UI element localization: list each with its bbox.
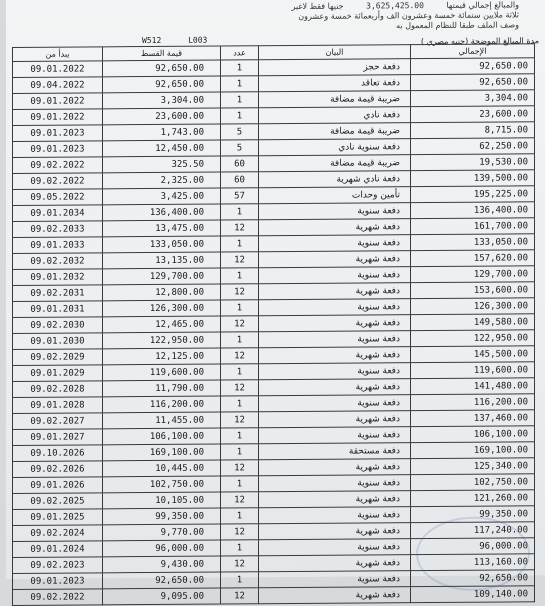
cell-date: 09.01.2030 (13, 333, 103, 350)
cell-count: 1 (221, 268, 259, 284)
cell-total: 117,240.00 (411, 522, 535, 539)
cell-desc: دفعة سنوية (259, 235, 411, 252)
total-label: والمبالغ إجمالي قيمتها (446, 0, 519, 10)
table-caption: مدة المبالغ الموضحة (جنيه مصري ) (420, 36, 539, 47)
cell-count: 1 (221, 444, 259, 460)
cell-count: 12 (221, 380, 259, 396)
cell-amount: 126,300.00 (103, 300, 221, 317)
cell-total: 119,600.00 (411, 362, 535, 379)
cell-amount: 102,750.00 (103, 476, 221, 493)
cell-count: 1 (221, 300, 259, 316)
cell-count: 12 (221, 524, 259, 540)
cell-date: 09.02.2022 (13, 589, 103, 606)
cell-count: 12 (221, 284, 259, 300)
cell-date: 09.01.2029 (13, 365, 103, 382)
cell-desc: دفعة سنوية (259, 395, 411, 412)
cell-date: 09.01.2022 (13, 93, 103, 110)
cell-amount: 119,600.00 (103, 364, 221, 381)
cell-date: 09.02.2025 (13, 493, 103, 510)
cell-amount: 92,650.00 (103, 572, 221, 589)
description-line: وصف الملف طبقا للنظام المعمول به (396, 20, 519, 31)
cell-total: 122,950.00 (411, 330, 535, 347)
cell-total: 62,250.00 (411, 138, 535, 155)
cell-desc: دفعة شهرية (259, 411, 411, 428)
cell-count: 1 (221, 476, 259, 492)
cell-total: 96,000.00 (411, 538, 535, 555)
cell-desc: دفعة سنوية نادي (259, 139, 411, 156)
total-suffix: جنيها فقط لاغير (291, 1, 344, 12)
cell-count: 12 (221, 556, 259, 572)
cell-total: 116,200.00 (411, 394, 535, 411)
cell-desc: دفعة سنوية (259, 539, 411, 556)
code-a: W512 (142, 35, 162, 46)
cell-count: 1 (221, 60, 259, 76)
cell-desc: ضريبة قيمة مضافة (259, 155, 411, 172)
cell-total: 145,500.00 (411, 346, 535, 363)
reference-codes (142, 35, 229, 45)
cell-desc: ضريبة قيمة مضافة (259, 123, 411, 140)
cell-count: 57 (221, 188, 259, 204)
cell-amount: 10,105.00 (103, 492, 221, 509)
cell-desc: دفعة شهرية (259, 491, 411, 508)
cell-desc: دفعة شهرية (259, 219, 411, 236)
cell-date: 09.10.2026 (13, 445, 103, 462)
cell-total: 157,620.00 (411, 250, 535, 267)
cell-date: 09.01.2027 (13, 429, 103, 446)
cell-total: 23,600.00 (411, 106, 535, 123)
cell-total: 161,700.00 (411, 218, 535, 235)
total-amount: 3,625,425.00 (366, 1, 424, 11)
cell-desc: دفعة نادي (259, 107, 411, 124)
cell-total: 102,750.00 (411, 474, 535, 491)
cell-date: 09.01.2026 (13, 477, 103, 494)
cell-amount: 9,095.00 (103, 588, 221, 605)
cell-desc: دفعة سنوية (259, 475, 411, 492)
col-header-total: الإجمالي (411, 44, 535, 59)
cell-count: 12 (221, 492, 259, 508)
cell-amount: 12,125.00 (103, 348, 221, 365)
cell-date: 09.02.2022 (13, 173, 103, 190)
cell-date: 09.02.2028 (13, 381, 103, 398)
cell-count: 12 (221, 220, 259, 236)
cell-total: 133,050.00 (411, 234, 535, 251)
cell-count: 1 (221, 108, 259, 124)
cell-count: 1 (221, 332, 259, 348)
cell-amount: 9,430.00 (103, 556, 221, 573)
col-header-amount: قيمة القسط (103, 46, 221, 61)
cell-count: 5 (221, 140, 259, 156)
cell-total: 92,650.00 (411, 74, 535, 91)
cell-amount: 13,135.00 (103, 252, 221, 269)
cell-amount: 12,450.00 (103, 140, 221, 157)
cell-amount: 92,650.00 (103, 60, 221, 77)
cell-total: 195,225.00 (411, 186, 535, 203)
cell-amount: 116,200.00 (103, 396, 221, 413)
cell-total: 109,140.00 (411, 586, 535, 603)
cell-date: 09.01.2022 (13, 109, 103, 126)
cell-count: 1 (221, 76, 259, 92)
cell-amount: 129,700.00 (103, 268, 221, 285)
cell-desc: دفعة شهرية (259, 283, 411, 300)
cell-amount: 169,100.00 (103, 444, 221, 461)
cell-count: 1 (221, 572, 259, 588)
cell-desc: دفعة شهرية (259, 523, 411, 540)
cell-count: 1 (221, 204, 259, 220)
cell-date: 09.01.2022 (13, 61, 103, 78)
cell-total: 129,700.00 (411, 266, 535, 283)
cell-desc: دفعة مستحقة (259, 443, 411, 460)
cell-desc: دفعة سنوية (259, 571, 411, 588)
cell-total: 8,715.00 (411, 122, 535, 139)
cell-total: 92,650.00 (411, 58, 535, 75)
cell-amount: 13,475.00 (103, 220, 221, 237)
cell-amount: 325.50 (103, 156, 221, 173)
cell-date: 09.02.2024 (13, 525, 103, 542)
cell-amount: 12,465.00 (103, 316, 221, 333)
cell-amount: 122,950.00 (103, 332, 221, 349)
cell-count: 1 (221, 396, 259, 412)
cell-date: 09.01.2028 (13, 397, 103, 414)
cell-desc: دفعة شهرية (259, 251, 411, 268)
cell-date: 09.02.2027 (13, 413, 103, 430)
cell-count: 12 (221, 460, 259, 476)
cell-total: 141,480.00 (411, 378, 535, 395)
cell-date: 09.01.2033 (13, 237, 103, 254)
cell-count: 1 (221, 236, 259, 252)
cell-total: 92,650.00 (411, 570, 535, 587)
col-header-desc: البيان (259, 45, 411, 60)
cell-total: 149,580.00 (411, 314, 535, 331)
cell-date: 09.01.2023 (13, 125, 103, 142)
cell-total: 99,350.00 (411, 506, 535, 523)
cell-amount: 3,425.00 (103, 188, 221, 205)
cell-desc: دفعة سنوية (259, 427, 411, 444)
cell-amount: 92,650.00 (103, 76, 221, 93)
cell-date: 09.04.2022 (13, 77, 103, 94)
cell-desc: ضريبة قيمة مضافة (259, 91, 411, 108)
cell-date: 09.01.2034 (13, 205, 103, 222)
amount-in-words: ثلاثة ملايين ستمائة خمسة وعشرون الف وأربعمائة خمسة وعشرون (298, 10, 519, 21)
cell-amount: 11,455.00 (103, 412, 221, 429)
cell-date: 09.02.2030 (13, 317, 103, 334)
cell-date: 09.05.2022 (13, 189, 103, 206)
cell-count: 60 (221, 172, 259, 188)
cell-count: 1 (221, 540, 259, 556)
cell-amount: 10,445.00 (103, 460, 221, 477)
cell-date: 09.02.2032 (13, 253, 103, 270)
cell-desc: دفعة سنوية (259, 363, 411, 380)
cell-total: 139,500.00 (411, 170, 535, 187)
cell-count: 5 (221, 124, 259, 140)
cell-date: 09.01.2023 (13, 573, 103, 590)
code-b: L003 (188, 35, 208, 45)
cell-total: 19,530.00 (411, 154, 535, 171)
cell-date: 09.01.2025 (13, 509, 103, 526)
cell-total: 137,460.00 (411, 410, 535, 427)
cell-desc: دفعة تعاقد (259, 75, 411, 92)
cell-desc: دفعة شهرية (259, 555, 411, 572)
cell-count: 12 (221, 316, 259, 332)
cell-total: 153,600.00 (411, 282, 535, 299)
cell-amount: 136,400.00 (103, 204, 221, 221)
cell-count: 12 (221, 252, 259, 268)
cell-date: 09.02.2031 (13, 285, 103, 302)
cell-date: 09.02.2026 (13, 461, 103, 478)
cell-date: 09.02.2033 (13, 221, 103, 238)
cell-date: 09.01.2023 (13, 141, 103, 158)
cell-total: 121,260.00 (411, 490, 535, 507)
cell-amount: 2,325.00 (103, 172, 221, 189)
cell-amount: 96,000.00 (103, 540, 221, 557)
cell-total: 169,100.00 (411, 442, 535, 459)
cell-count: 1 (221, 364, 259, 380)
document-page (6, 0, 545, 603)
cell-count: 12 (221, 588, 259, 604)
cell-date: 09.01.2031 (13, 301, 103, 318)
cell-count: 60 (221, 156, 259, 172)
cell-desc: دفعة سنوية (259, 299, 411, 316)
cell-desc: دفعة سنوية (259, 203, 411, 220)
cell-date: 09.01.2032 (13, 269, 103, 286)
cell-amount: 23,600.00 (103, 108, 221, 125)
cell-date: 09.02.2023 (13, 557, 103, 574)
col-header-date: يبدأ من (13, 47, 103, 62)
cell-desc: دفعة سنوية (259, 267, 411, 284)
cell-desc: دفعة شهرية (259, 459, 411, 476)
cell-desc: تأمين وحدات (259, 187, 411, 204)
cell-desc: دفعة شهرية (259, 315, 411, 332)
cell-desc: دفعة شهرية (259, 379, 411, 396)
cell-total: 106,100.00 (411, 426, 535, 443)
cell-date: 09.02.2029 (13, 349, 103, 366)
cell-desc: دفعة سنوية (259, 507, 411, 524)
cell-total: 113,160.00 (411, 554, 535, 571)
cell-count: 1 (221, 92, 259, 108)
cell-date: 09.01.2024 (13, 541, 103, 558)
cell-amount: 12,800.00 (103, 284, 221, 301)
cell-count: 12 (221, 348, 259, 364)
cell-total: 125,340.00 (411, 458, 535, 475)
cell-amount: 99,350.00 (103, 508, 221, 525)
cell-count: 1 (221, 428, 259, 444)
cell-amount: 3,304.00 (103, 92, 221, 109)
cell-desc: دفعة شهرية (259, 587, 411, 604)
cell-total: 3,304.00 (411, 90, 535, 107)
cell-desc: دفعة سنوية (259, 331, 411, 348)
cell-count: 1 (221, 508, 259, 524)
cell-total: 126,300.00 (411, 298, 535, 315)
cell-desc: دفعة شهرية (259, 347, 411, 364)
cell-count: 12 (221, 412, 259, 428)
cell-amount: 106,100.00 (103, 428, 221, 445)
cell-total: 136,400.00 (411, 202, 535, 219)
cell-amount: 9,770.00 (103, 524, 221, 541)
col-header-count: عدد (221, 46, 259, 60)
cell-desc: دفعة نادي شهرية (259, 171, 411, 188)
cell-date: 09.02.2022 (13, 157, 103, 174)
cell-amount: 11,790.00 (103, 380, 221, 397)
cell-amount: 133,050.00 (103, 236, 221, 253)
total-amount-line (292, 0, 519, 11)
cell-amount: 1,743.00 (103, 124, 221, 141)
cell-desc: دفعة حجز (259, 59, 411, 76)
